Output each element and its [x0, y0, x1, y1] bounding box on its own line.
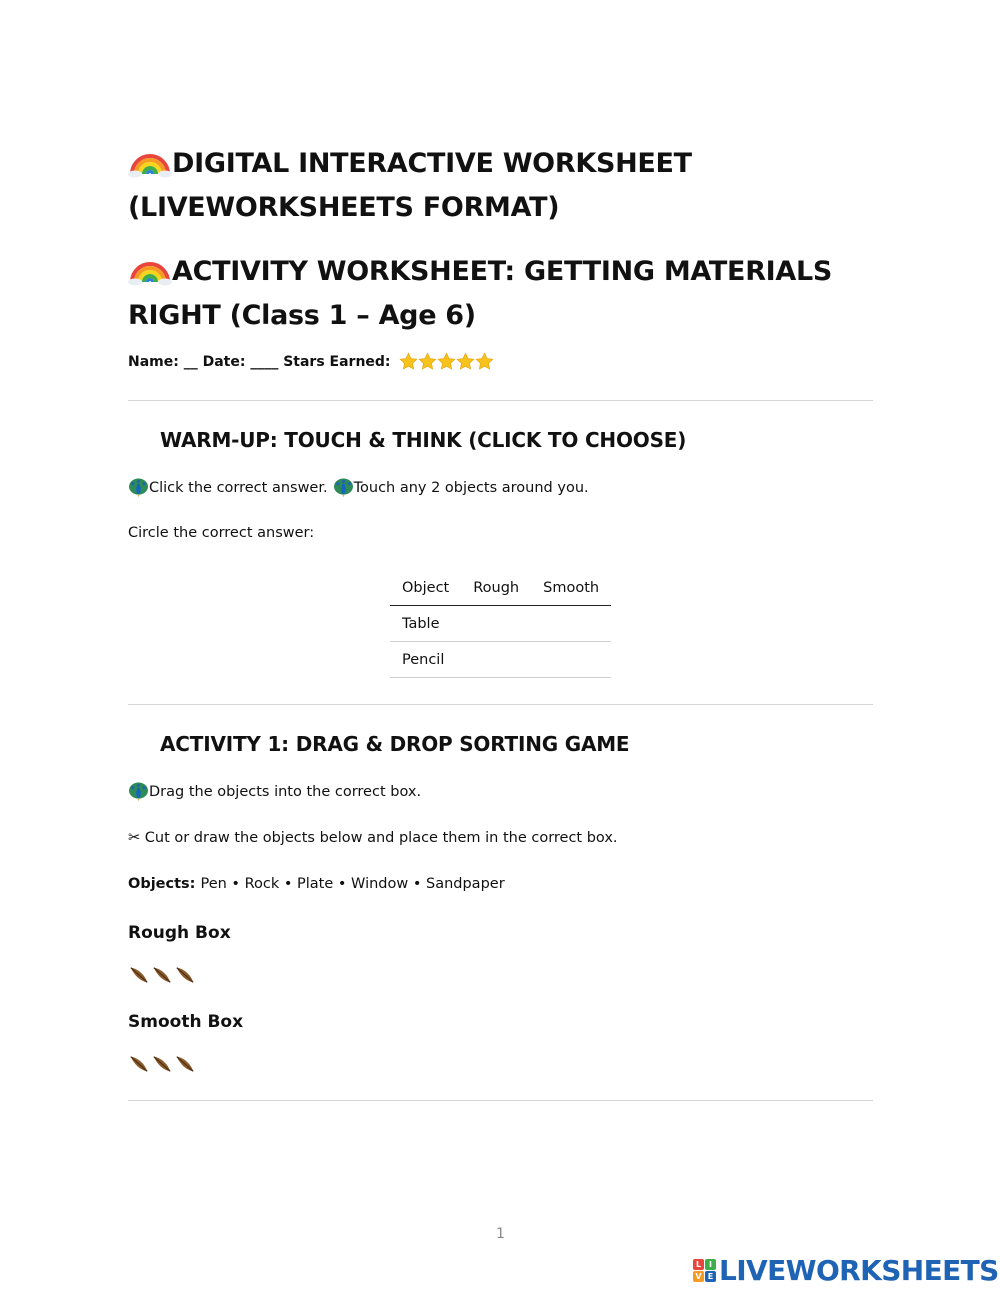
logo-letter: E — [705, 1271, 716, 1282]
logo-mark — [693, 1259, 716, 1282]
warmup-instructions — [128, 478, 589, 497]
divider — [128, 1100, 873, 1101]
instruction-click: Click the correct answer. — [149, 479, 328, 496]
feather-icon — [128, 1053, 150, 1075]
star-rating — [399, 352, 494, 371]
star-icon — [418, 352, 437, 371]
table-cell-rough[interactable] — [461, 606, 531, 642]
drag-instruction-text: Drag the objects into the correct box. — [149, 783, 422, 800]
objects-label: Objects: — [128, 876, 196, 892]
logo-text: LIVEWORKSHEETS — [719, 1254, 999, 1287]
star-icon — [399, 352, 418, 371]
rough-box-dropzone[interactable] — [128, 964, 196, 986]
peacock-icon — [128, 782, 149, 801]
logo-letter: V — [693, 1271, 704, 1282]
divider — [128, 704, 873, 705]
table-row — [390, 642, 611, 678]
smooth-box-dropzone[interactable] — [128, 1053, 196, 1075]
rainbow-icon — [128, 138, 172, 178]
divider — [128, 400, 873, 401]
rough-box-label: Rough Box — [128, 923, 231, 943]
feather-icon — [151, 964, 173, 986]
feather-icon — [128, 964, 150, 986]
table-header-smooth: Smooth — [531, 570, 611, 606]
table-cell-smooth[interactable] — [531, 606, 611, 642]
table-header-row — [390, 570, 611, 606]
smooth-box-label: Smooth Box — [128, 1012, 244, 1032]
objects-line — [128, 876, 505, 892]
drag-instruction — [128, 782, 421, 801]
worksheet-title — [128, 138, 873, 230]
feather-icon — [174, 1053, 196, 1075]
table-cell-rough[interactable] — [461, 642, 531, 678]
activity-title-text: ACTIVITY WORKSHEET: GETTING MATERIALS RIGHT (Class 1 – Age 6) — [128, 256, 833, 331]
activity1-heading: ACTIVITY 1: DRAG & DROP SORTING GAME — [160, 732, 630, 756]
star-icon — [437, 352, 456, 371]
cut-instruction: ✂ Cut or draw the objects below and place them in the correct box. — [128, 830, 618, 846]
table-row — [390, 606, 611, 642]
star-icon — [456, 352, 475, 371]
star-icon — [475, 352, 494, 371]
logo-letter: I — [705, 1259, 716, 1270]
objects-list: Pen • Rock • Plate • Window • Sandpaper — [200, 876, 505, 892]
instruction-touch: Touch any 2 objects around you. — [353, 479, 589, 496]
logo-letter: L — [693, 1259, 704, 1270]
rough-smooth-table — [390, 570, 611, 678]
worksheet-page — [128, 0, 873, 1294]
table-header-rough: Rough — [461, 570, 531, 606]
feather-icon — [174, 964, 196, 986]
student-info-text: Name: __ Date: ____ Stars Earned: — [128, 353, 391, 370]
rainbow-icon — [128, 246, 172, 286]
page-number: 1 — [496, 1226, 505, 1242]
peacock-icon — [128, 478, 149, 497]
student-info-line — [128, 352, 494, 371]
table-cell-object: Pencil — [390, 642, 461, 678]
feather-icon — [151, 1053, 173, 1075]
table-cell-smooth[interactable] — [531, 642, 611, 678]
peacock-icon — [333, 478, 354, 497]
table-cell-object: Table — [390, 606, 461, 642]
activity-title — [128, 246, 873, 338]
table-header-object: Object — [390, 570, 461, 606]
liveworksheets-logo[interactable] — [693, 1254, 999, 1287]
warmup-heading: WARM-UP: TOUCH & THINK (CLICK TO CHOOSE) — [160, 428, 687, 452]
worksheet-title-text: DIGITAL INTERACTIVE WORKSHEET (LIVEWORKSHEETS FORMAT) — [128, 148, 692, 223]
circle-prompt: Circle the correct answer: — [128, 525, 315, 541]
